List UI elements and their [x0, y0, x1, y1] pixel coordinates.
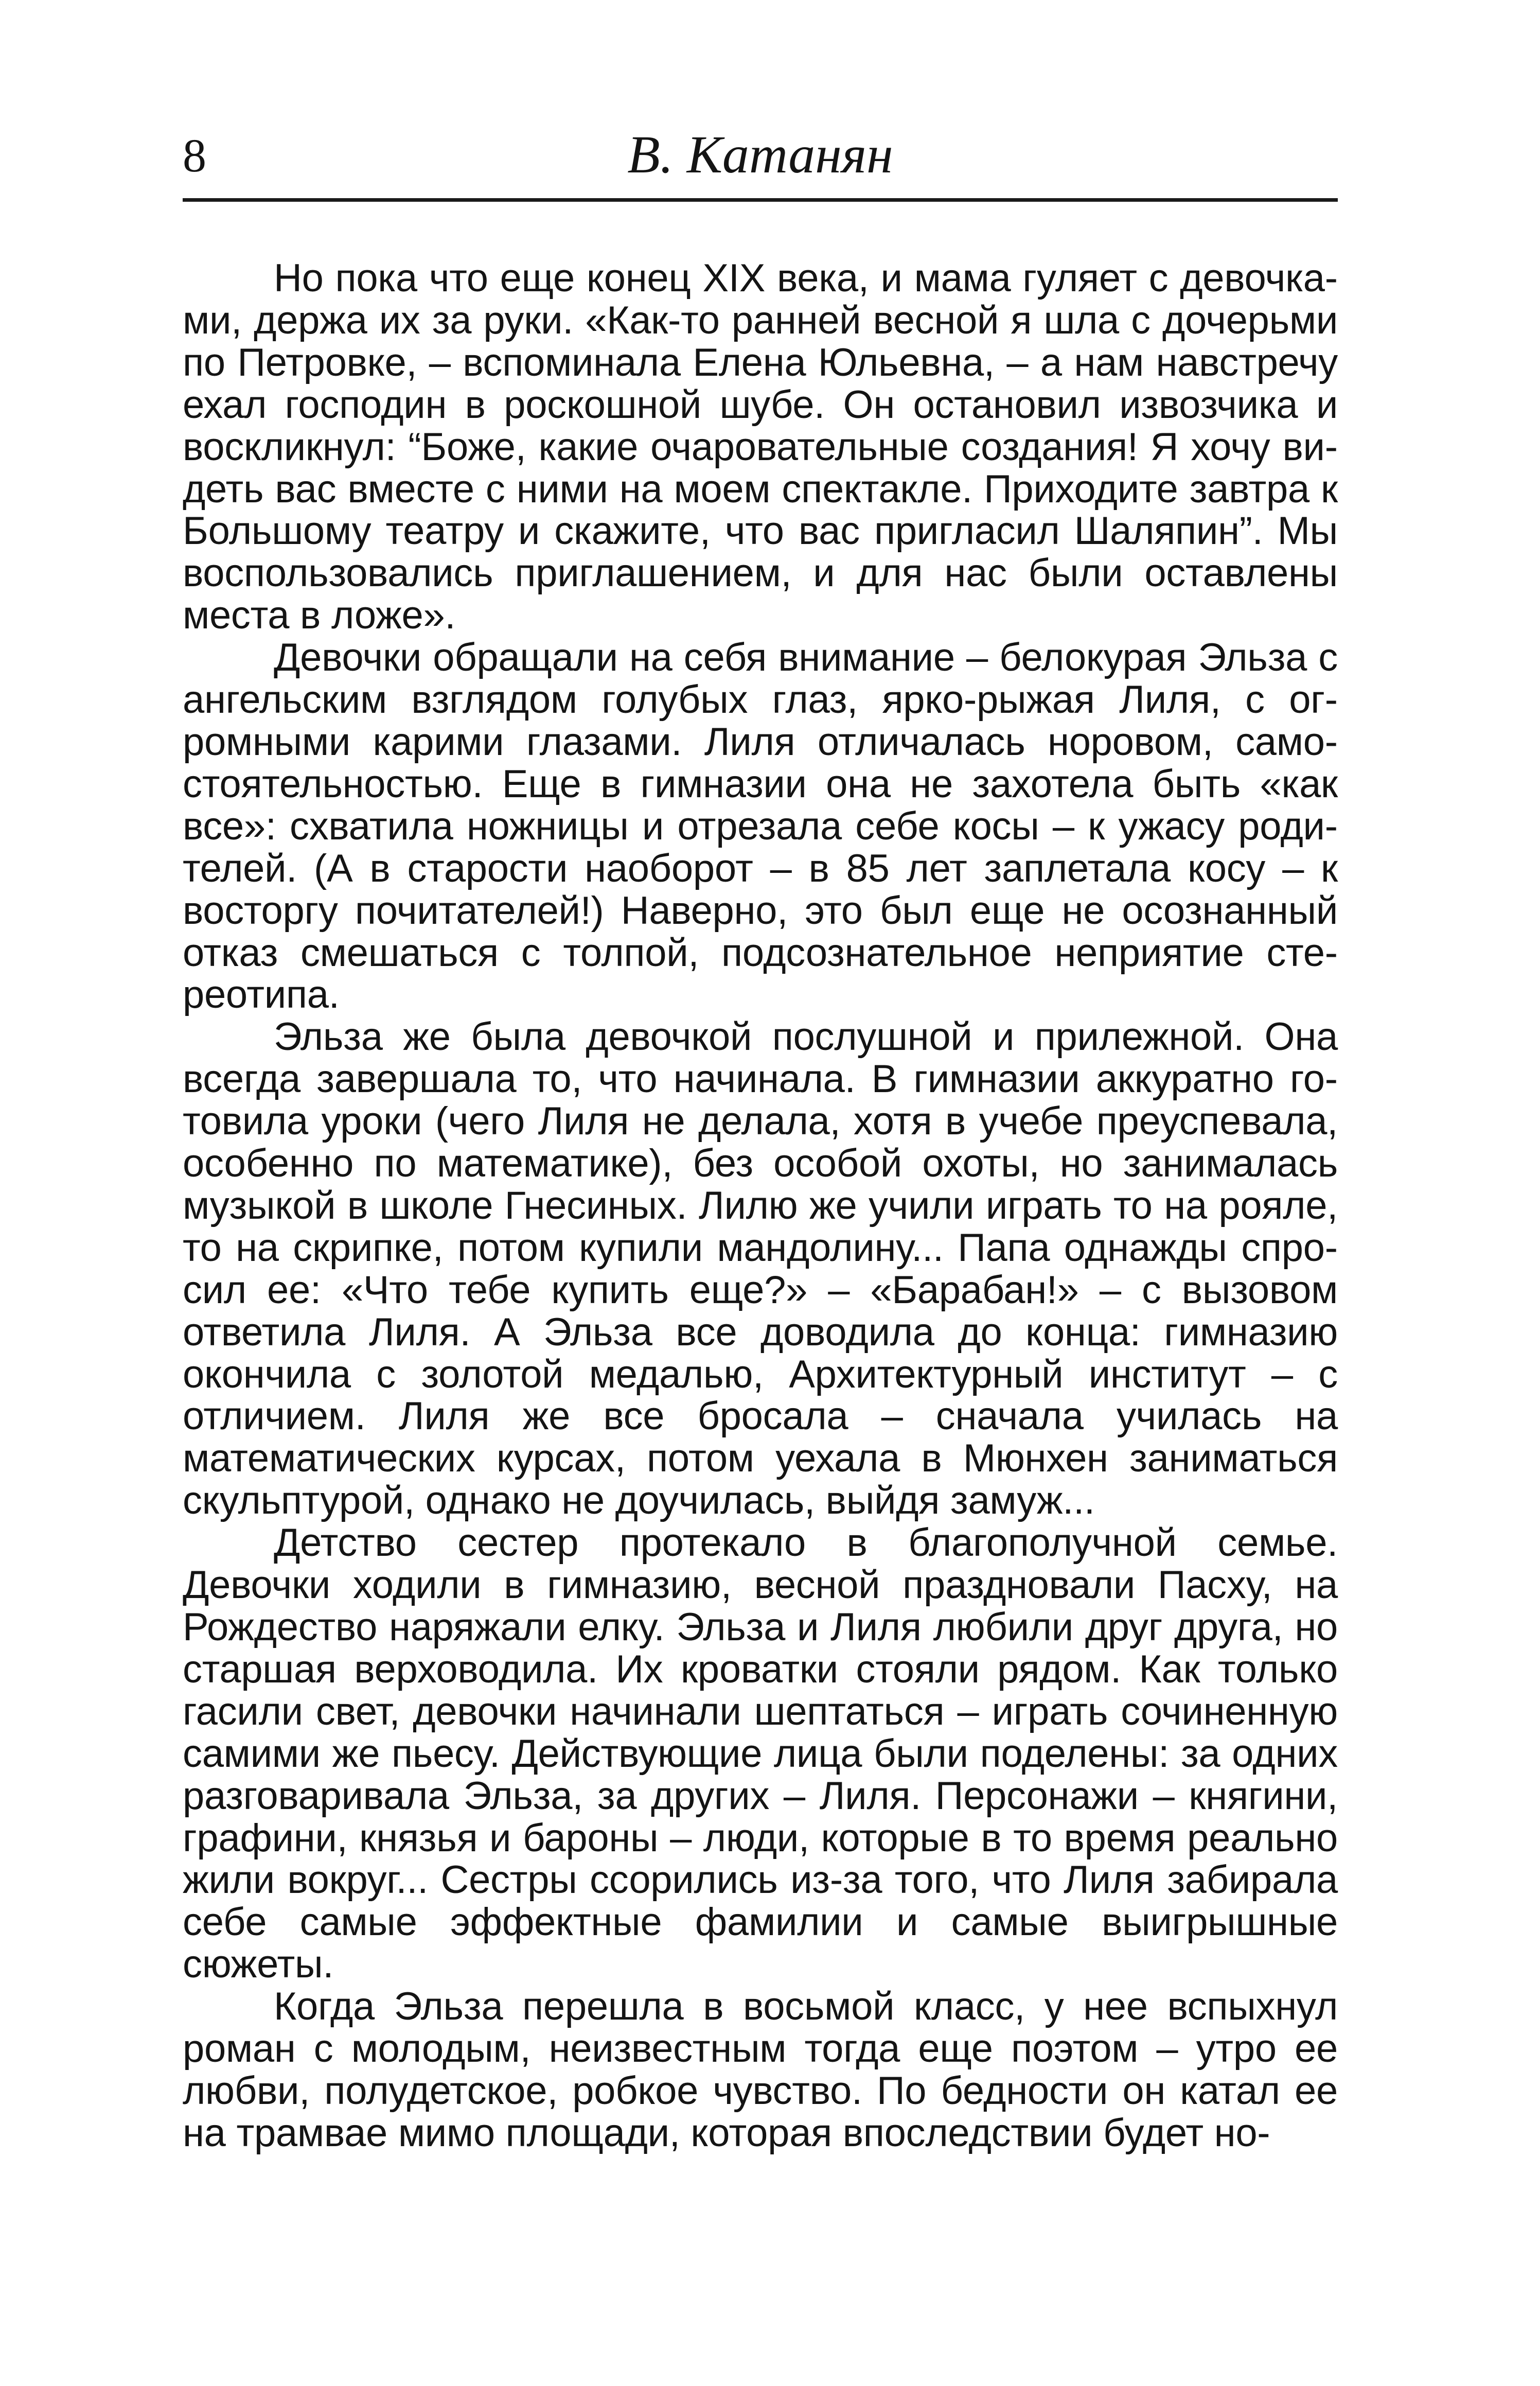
book-page — [183, 126, 1338, 2339]
paragraph-5: Когда Эльза перешла в восьмой класс, у нее вспыхнул роман с молодым, неизвестным тогда еще поэтом – утро ее любви, полудетское, робкое чувство. По бедности он катал ее на трамвае мимо площади, которая впоследствии будет но- — [183, 1985, 1338, 2155]
paragraph-4: Детство сестер протекало в благополучной семье. Девочки ходили в гимназию, весной праздновали Пасху, на Рождество наряжали елку. Эльза и Лиля любили друг друга, но старшая верховодила. Их кроватки стояли рядом. Как только гасили свет, девочки начинали шептаться – играть сочиненную самими же пьесу. Действующие лица были поделены: за одних разговаривала Эльза, за других – Лиля. Персонажи – княгини, графини, князья и бароны – люди, которые в то время реально жили вокруг... Сестры ссорились из-за того, что Лиля забирала себе самые эффектные фамилии и самые выигрышные сюжеты. — [183, 1521, 1338, 1987]
page-number: 8 — [183, 129, 206, 182]
paragraph-2: Девочки обращали на себя внимание – белокурая Эльза с ангельским взглядом голубых глаз, ярко-рыжая Лиля, с огромными карими глазами. Лиля отличалась норовом, самостоятельностью. Еще в гимназии она не захотела быть «как все»: схватила ножницы и отрезала себе косы – к ужасу родителей. (А в старости наоборот – в 85 лет заплетала косу – к восторгу почитателей!) Наверно, это был еще не осознанный отказ смешаться с толпой, подсознательное неприятие стереотипа. — [183, 636, 1338, 1017]
running-header — [183, 126, 1338, 202]
paragraph-1: Но пока что еще конец XIX века, и мама гуляет с девочками, держа их за руки. «Как-то ранней весной я шла с дочерьми по Петровке, – вспоминала Елена Юльевна, – а нам навстречу ехал господин в роскошной шубе. Он остановил извозчика и воскликнул: “Боже, какие очаровательные создания! Я хочу видеть вас вместе с ними на моем спектакле. Приходите завтра к Большому театру и скажите, что вас пригласил Шаляпин”. Мы воспользовались приглашением, и для нас были оставлены места в ложе». — [183, 256, 1338, 638]
paragraph-3: Эльза же была девочкой послушной и прилежной. Она всегда завершала то, что начинала. В гимназии аккуратно готовила уроки (чего Лиля не делала, хотя в учебе преуспевала, особенно по математике), без особой охоты, но занималась музыкой в школе Гнесиных. Лилю же учили играть то на рояле, то на скрипке, потом купили мандолину... Папа однажды спросил ее: «Что тебе купить еще?» – «Барабан!» – с вызовом ответила Лиля. А Эльза все доводила до конца: гимназию окончила с золотой медалью, Архитектурный институт – с отличием. Лиля же все бросала – сначала училась на математических курсах, потом уехала в Мюнхен заниматься скульптурой, однако не доучилась, выйдя замуж... — [183, 1015, 1338, 1523]
body-text — [183, 257, 1338, 2154]
running-title: В. Катанян — [627, 125, 893, 184]
